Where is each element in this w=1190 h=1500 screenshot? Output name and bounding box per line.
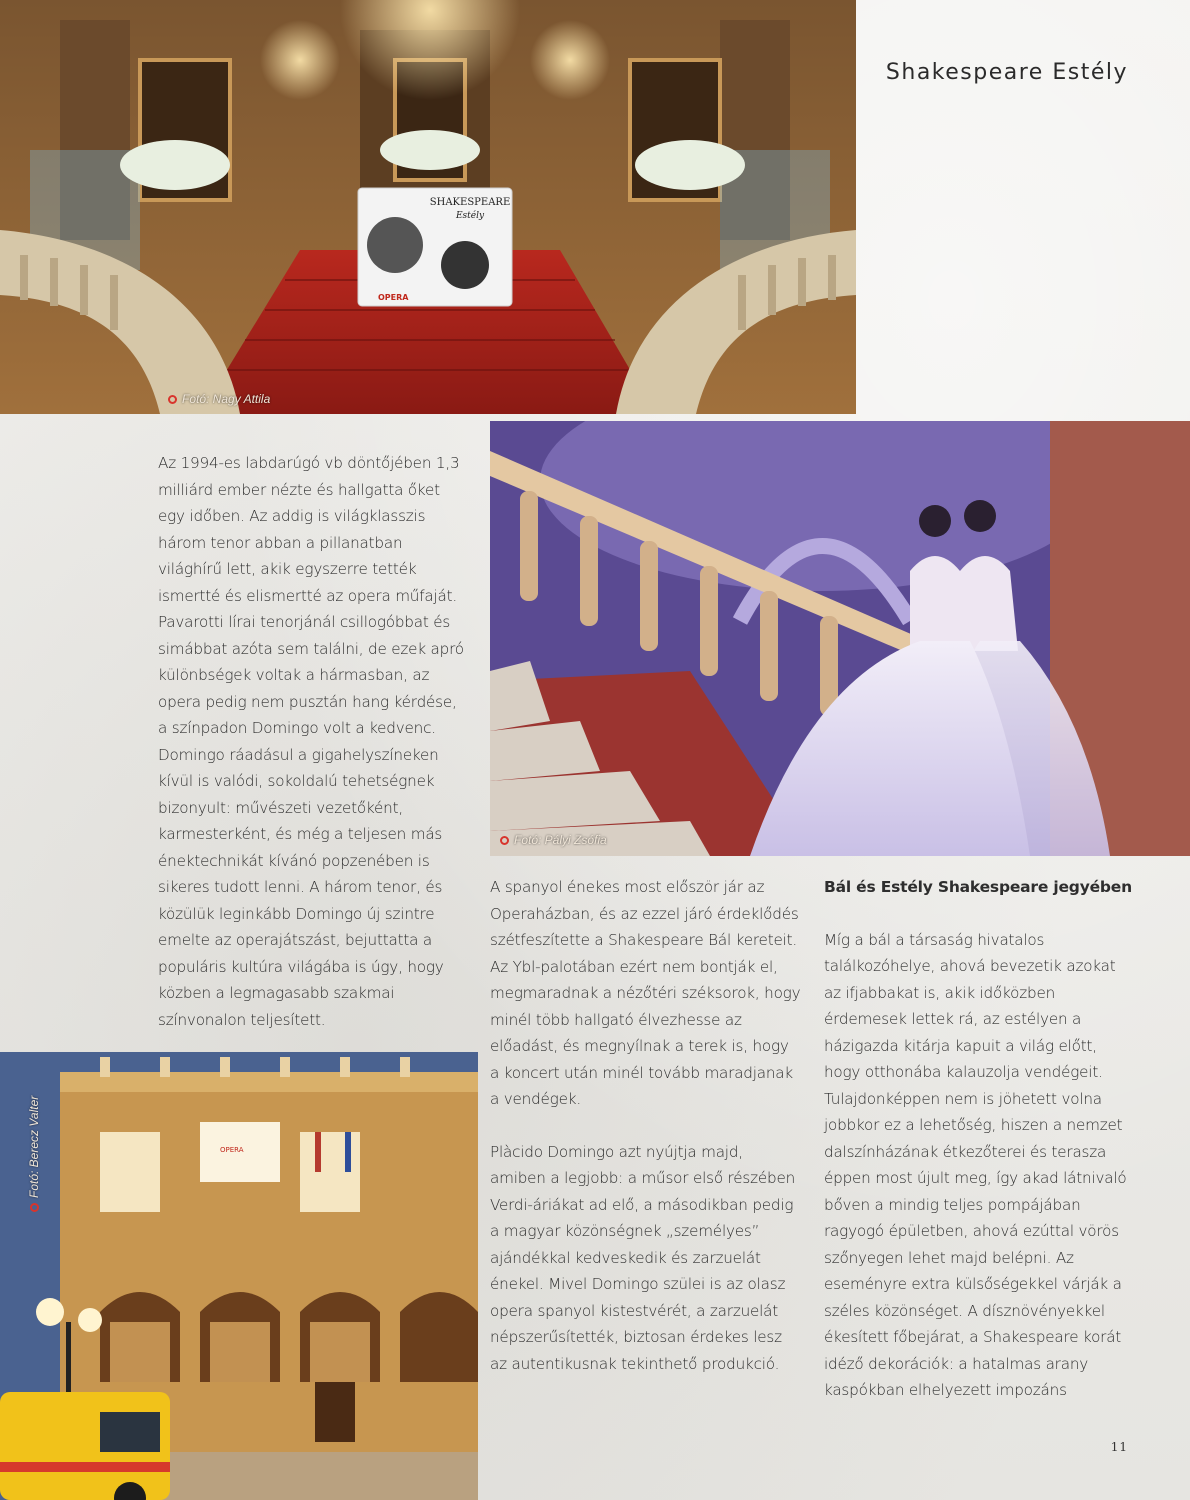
photo-dancers-staircase <box>490 421 1190 856</box>
sign-title: SHAKESPEARE <box>429 197 511 208</box>
facade-illustration <box>0 1052 478 1500</box>
photo-credit-dancers-text: Fotó: Pályi Zsófia <box>514 833 607 847</box>
photo-credit-facade-text: Fotó: Berecz Valter <box>27 1095 41 1198</box>
dancers-illustration <box>490 421 1190 856</box>
sign-logo: OPERA <box>378 293 409 302</box>
photo-credit-facade <box>27 1096 41 1212</box>
photo-credit-dancers <box>500 833 607 847</box>
article-middle-column <box>490 874 802 1403</box>
opera-hall-illustration <box>0 0 856 414</box>
sign-subtitle: Estély <box>455 211 485 221</box>
page-number: 11 <box>1110 1440 1128 1454</box>
section-title: Shakespeare Estély <box>885 60 1128 85</box>
article-right-column <box>824 874 1134 1430</box>
photo-credit-hall <box>168 392 270 406</box>
photo-credit-hall-text: Fotó: Nagy Attila <box>182 392 271 406</box>
article-left-column <box>158 450 466 1059</box>
facade-sign-logo: OPERA <box>220 1146 244 1154</box>
article-paragraph: Az 1994-es labdarúgó vb döntőjében 1,3 milliárd ember nézte és hallgatta őket egy időben. Az addig is világklasszis három tenor abban a pillanatban világhírű lett, akik egyszerre tették ismertté és elismertté az opera műfaját. Pavarotti lírai tenorjánál csillogóbbat és simábbat azóta sem találni, de ezek apró különbségek voltak a hármasban, az opera pedig nem pusztán hang kérdése, a színpadon Domingo volt a kedvenc. Domingo ráadásul a gigahelyszíneken kívül is valódi, sokoldalú tehetségnek bizonyult: művészeti vezetőként, karmesterként, és még a teljesen más énektechnikát kívánó popzenében is sikeres tudott lenni. A három tenor, és közülük leginkább Domingo új szintre emelte az operajátszást, bejuttatta a populáris kultúra világába is úgy, hogy közben a legmagasabb szakmai színvonalon teljesített. <box>158 454 464 1029</box>
credit-ring-icon <box>30 1203 39 1212</box>
credit-ring-icon <box>168 395 177 404</box>
credit-ring-icon <box>500 836 509 845</box>
article-subheading: Bál és Estély Shakespeare jegyében <box>824 878 1132 896</box>
photo-opera-facade <box>0 1052 478 1500</box>
article-paragraph: Plàcido Domingo azt nyújtja majd, amiben a legjobb: a műsor első részében Verdi-áriákat ad elő, a másodikban pedig a magyar közönségnek „személyes” ajándékkal kedveskedik és zarzuelát énekel. Mivel Domingo szülei is az olasz opera spanyol kistestvérét, a zarzuelát népszerűsítették, biztosan érdekes lesz az autentikusnak tekinthető produkció. <box>490 1142 796 1373</box>
photo-opera-hall <box>0 0 856 414</box>
article-paragraph: Míg a bál a társaság hivatalos találkozóhelye, ahová bevezetik azokat az ifjabbakat is, akik időközben érdemesek lettek rá, az estélyen a házigazda kitárja kapuit a világ előtt, hogy otthonába kalauzolja vendégeit. Tulajdonképpen nem is jöhetett volna jobbkor ez a lehetőség, hiszen a nemzet dalszínházának étkezőterei és terasza éppen most újult meg, így akad látnivaló bőven a mindig teljes pompájában ragyogó épületben, ahová ezúttal vörös szőnyegen lehet majd belépni. Az eseményre extra külsőségekkel várják a széles közönséget. A dísznövényekkel ékesített főbejárat, a Shakespeare korát idéző dekorációk: a hatalmas arany kaspókban elhelyezett impozáns <box>824 930 1127 1399</box>
article-paragraph: A spanyol énekes most először jár az Operaházban, és az ezzel járó érdeklődés szétfeszítette a Shakespeare Bál kereteit. Az Ybl-palotában ezért nem bontják el, megmaradnak a nézőtéri széksorok, hogy minél több hallgató élvezhesse az előadást, és megnyílnak a terek is, hogy a koncert után minél tovább maradjanak a vendégek. <box>490 878 801 1108</box>
